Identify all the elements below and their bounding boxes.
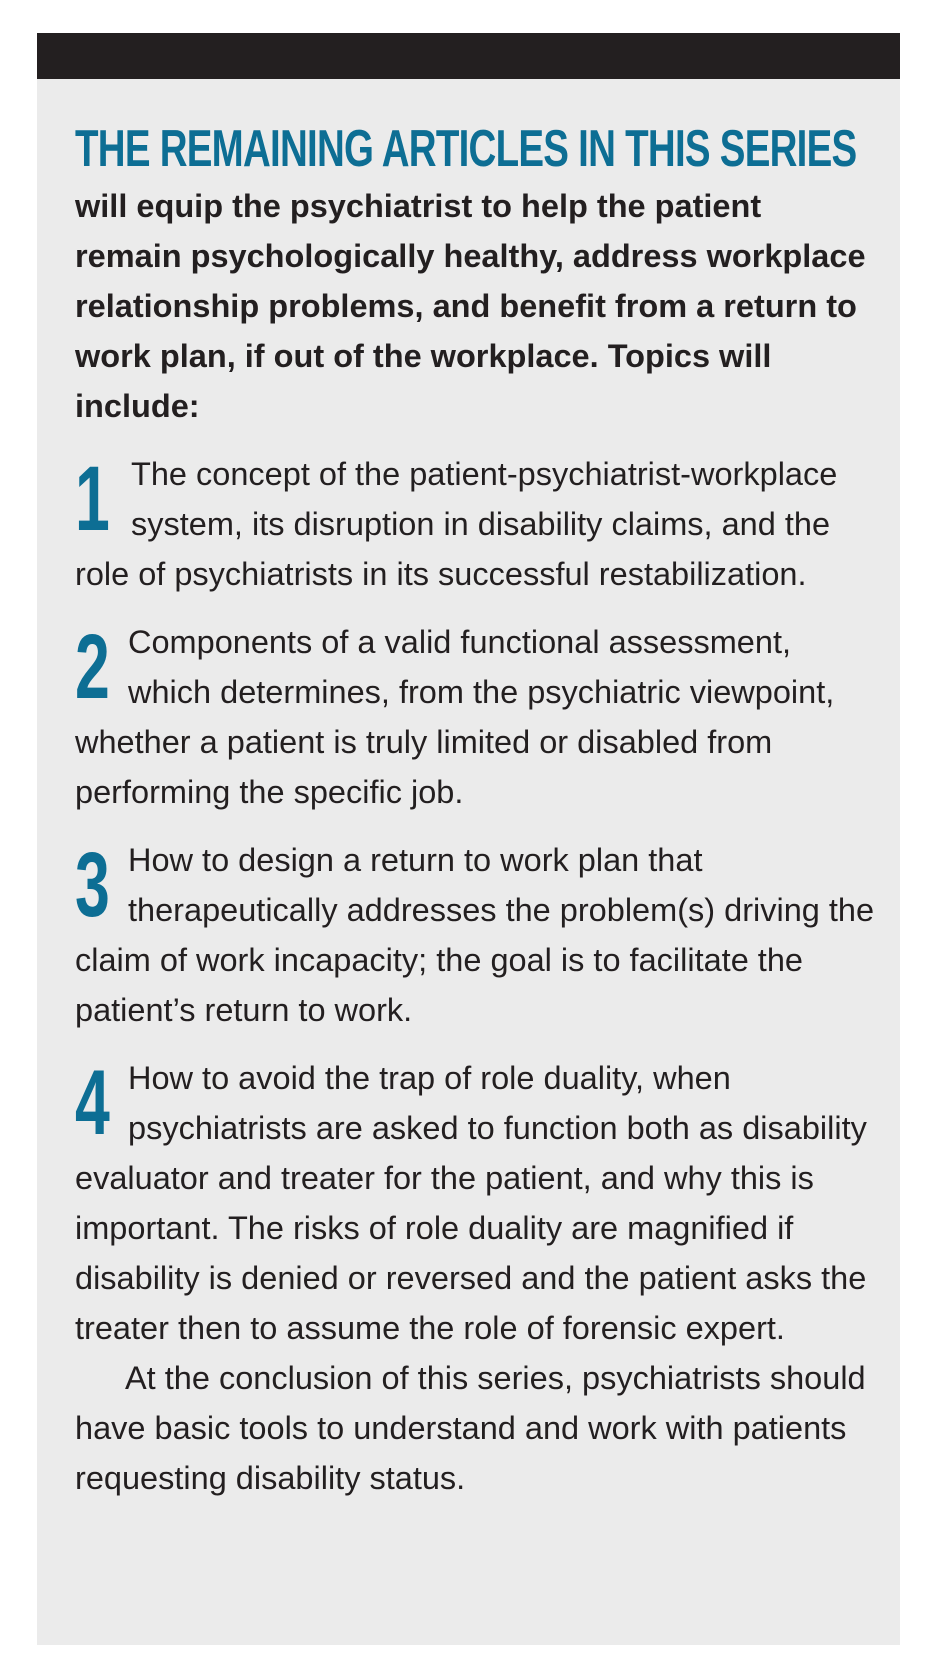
topic-number-1: 1 [75,448,110,550]
intro-paragraph: will equip the psychiatrist to help the patient remain psychologically healthy, address workplace relationship problems, and benefit from a return to work plan, if out of the workplace. Topics will include: [75,188,866,424]
top-bar [37,33,900,79]
closing-paragraph: At the conclusion of this series, psychiatrists should have basic tools to understand and work with patients requesting disability status. [75,1360,866,1496]
topic-item-4 [75,1053,875,1353]
topic-item-1 [75,449,875,599]
topic-item-2 [75,617,875,817]
topic-number-3: 3 [75,834,110,936]
topic-item-3 [75,835,875,1035]
topic-number-4: 4 [75,1052,110,1154]
sidebar-box [37,33,900,1645]
topic-text-1: The concept of the patient-psychiatrist-workplace system, its disruption in disability claims, and the role of psychiatrists in its successful restabilization. [75,456,838,592]
topic-number-2: 2 [75,616,110,718]
topic-text-4: How to avoid the trap of role duality, when psychiatrists are asked to function both as disability evaluator and treater for the patient, and why this is important. The risks of role duality are magnified if disability is denied or reversed and the patient asks the treater then to assume the role of forensic expert. [75,1060,867,1346]
sidebar-heading: THE REMAINING ARTICLES IN THIS SERIES [75,120,857,178]
topic-text-2: Components of a valid functional assessment, which determines, from the psychiatric viewpoint, whether a patient is truly limited or disabled from performing the specific job. [75,624,835,810]
sidebar-content [75,121,875,1503]
topic-text-3: How to design a return to work plan that therapeutically addresses the problem(s) driving the claim of work incapacity; the goal is to facilitate the patient’s return to work. [75,842,875,1028]
